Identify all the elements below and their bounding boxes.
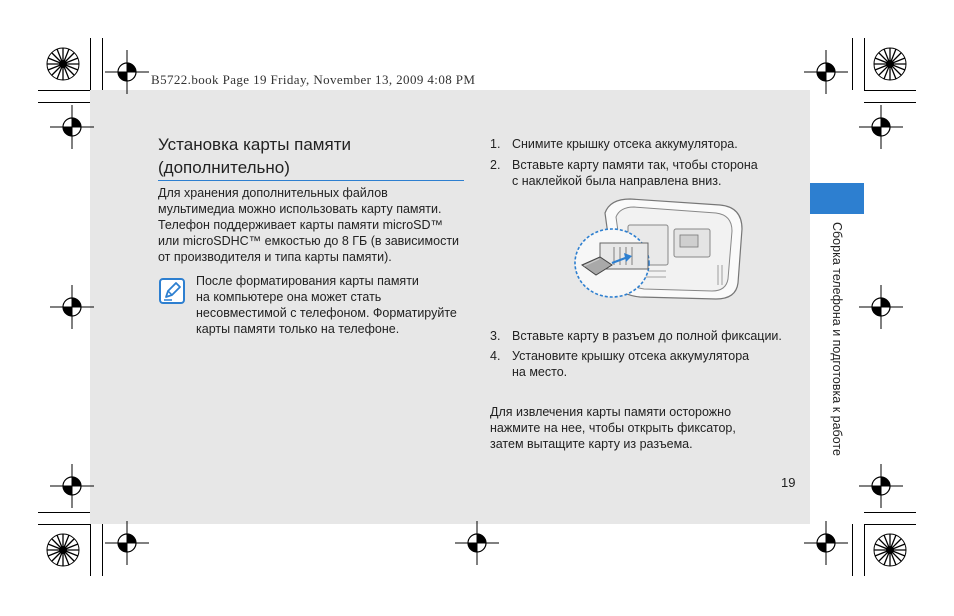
step-number: 3.: [490, 329, 501, 343]
note-line: карты памяти только на телефоне.: [196, 322, 400, 336]
step-line: Вставьте карту в разъем до полной фиксации.: [512, 329, 782, 343]
page-number: 19: [781, 475, 796, 490]
step-2: [490, 157, 790, 189]
title-line: (дополнительно): [158, 158, 290, 177]
chapter-label: Сборка телефона и подготовка к работе: [830, 222, 844, 456]
step-number: 2.: [490, 158, 501, 172]
note-pencil-icon: [159, 278, 185, 304]
intro-line: мультимедиа можно использовать карту памяти.: [158, 202, 442, 216]
chapter-tab: [810, 183, 864, 214]
intro-line: от производителя и типа карты памяти).: [158, 250, 392, 264]
step-line: с наклейкой была направлена вниз.: [512, 174, 722, 188]
note-line: несовместимой с телефоном. Форматируйте: [196, 306, 457, 320]
intro-line: или microSDHC™ емкостью до 8 ГБ (в зависимости: [158, 234, 460, 248]
note-text: [196, 273, 476, 337]
section-title: [158, 133, 468, 179]
step-number: 1.: [490, 137, 501, 151]
intro-paragraph: [158, 185, 468, 265]
step-line: на место.: [512, 365, 568, 379]
title-underline: [158, 180, 464, 181]
removal-instructions: [490, 404, 790, 452]
note-line: После форматирования карты памяти: [196, 274, 419, 288]
removal-line: нажмите на нее, чтобы открыть фиксатор,: [490, 421, 736, 435]
intro-line: Телефон поддерживает карты памяти microSD™: [158, 218, 444, 232]
step-number: 4.: [490, 349, 501, 363]
removal-line: Для извлечения карты памяти осторожно: [490, 405, 732, 419]
phone-memory-card-illustration: [570, 195, 750, 305]
step-line: Снимите крышку отсека аккумулятора.: [512, 137, 738, 151]
intro-line: Для хранения дополнительных файлов: [158, 186, 388, 200]
note-line: на компьютере она может стать: [196, 290, 382, 304]
step-1: [490, 136, 790, 152]
title-line: Установка карты памяти: [158, 135, 351, 154]
step-4: [490, 348, 790, 380]
step-3: [490, 328, 800, 344]
step-line: Установите крышку отсека аккумулятора: [512, 349, 750, 363]
removal-line: затем вытащите карту из разъема.: [490, 437, 693, 451]
print-slug: B5722.book Page 19 Friday, November 13, 2009 4:08 PM: [151, 72, 476, 87]
step-line: Вставьте карту памяти так, чтобы сторона: [512, 158, 758, 172]
